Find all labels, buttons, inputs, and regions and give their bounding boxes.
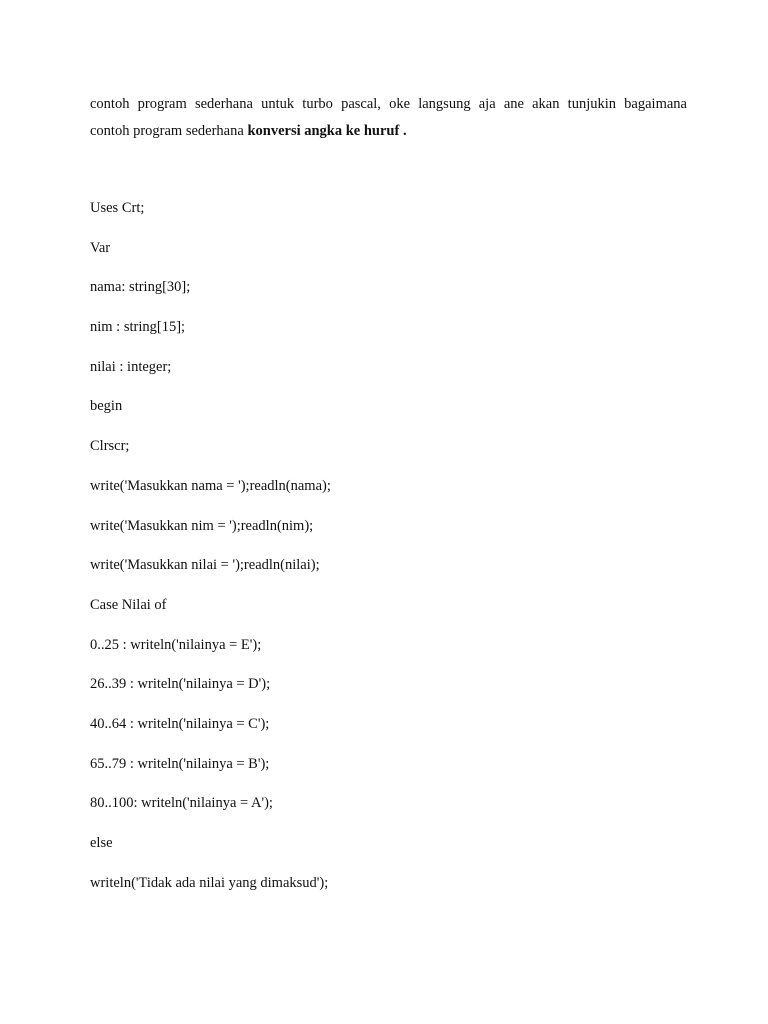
intro-line-2-text: contoh program sederhana [90, 123, 248, 139]
intro-line-1: contoh program sederhana untuk turbo pascal, oke langsung aja ane akan tunjukin bagaimana [90, 96, 687, 112]
intro-bold-phrase: konversi angka ke huruf . [247, 123, 407, 139]
code-line: nama: string[30]; [90, 279, 191, 296]
code-line: 65..79 : writeln('nilainya = B'); [90, 755, 270, 772]
code-line: write('Masukkan nim = ');readln(nim); [90, 517, 314, 534]
intro-paragraph [90, 91, 687, 145]
code-line: 80..100: writeln('nilainya = A'); [90, 795, 273, 812]
code-line: writeln('Tidak ada nilai yang dimaksud'); [90, 874, 329, 891]
code-line: begin [90, 398, 123, 415]
code-line: else [90, 835, 113, 851]
code-line: Case Nilai of [90, 596, 167, 613]
code-line: 40..64 : writeln('nilainya = C'); [90, 715, 270, 732]
code-line: 26..39 : writeln('nilainya = D'); [90, 676, 271, 693]
code-listing [90, 197, 331, 911]
code-line: write('Masukkan nilai = ');readln(nilai); [90, 557, 320, 574]
code-line: Uses Crt; [90, 200, 145, 216]
code-line: nim : string[15]; [90, 319, 186, 336]
code-line: Clrscr; [90, 438, 130, 455]
intro-line-2 [90, 118, 687, 145]
code-line: write('Masukkan nama = ');readln(nama); [90, 477, 331, 494]
code-line: nilai : integer; [90, 358, 172, 375]
code-line: Var [90, 239, 111, 256]
code-line: 0..25 : writeln('nilainya = E'); [90, 636, 262, 653]
